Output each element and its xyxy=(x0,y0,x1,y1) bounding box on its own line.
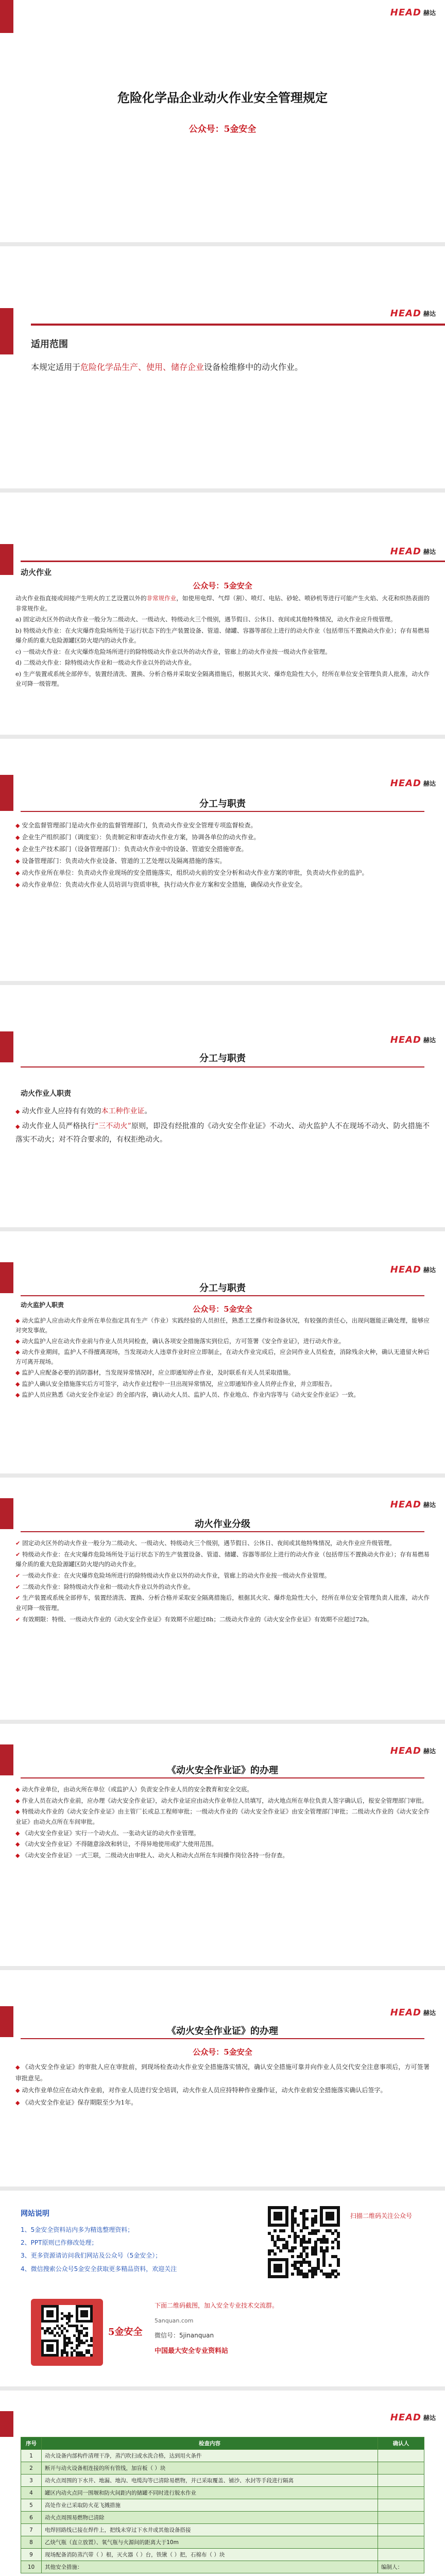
section-heading: 动火作业分级 xyxy=(195,1519,250,1530)
list-item: ◆ 《动火安全作业证》实行一个动火点、一张动火证的动火作业管理。 xyxy=(15,1828,430,1839)
duties-list xyxy=(15,820,430,891)
table-cell: 10 xyxy=(21,2561,42,2573)
promo-panel xyxy=(0,2191,445,2386)
promo-slogan: 中国最大安全专业资料站 xyxy=(155,2347,229,2355)
qr-code xyxy=(268,2206,340,2278)
slide-checklist xyxy=(0,2391,445,2576)
table-cell: 现场配备消防蒸汽带（ ）根，灭火器（ ）台，铁锹（ ）把，石棉布（ ）块 xyxy=(42,2549,378,2561)
list-item: ◆ 作业人员在动火作业前，应办理《动火安全作业证》，动火作业证应由动火作业单位人员填写，动火地点所在单位负责人签字确认后，报安全管理部门审批。 xyxy=(15,1796,430,1806)
list-item: ◆ 特级动火作业的《动火安全作业证》由主管厂长或总工程师审批；一级动火作业的《动火安全作业证》由安全管理部门审批；二级动火作业的《动火安全作业证》由动火点所在车间审批。 xyxy=(15,1807,430,1827)
table-row xyxy=(21,2499,424,2512)
table-header-row: 序号 检查内容 确认人 xyxy=(21,2437,424,2450)
logo: HEAD 赫达 xyxy=(390,1264,436,1275)
list-item: ◆ 《动火安全作业证》的审批人应在审批前，到现场检查动火作业安全措施落实情况，确认安全措施可靠并向作业人员交代安全注意事项后，方可签署审批意见。 xyxy=(15,2062,430,2084)
divider xyxy=(21,1777,424,1778)
table-cell: 高处作业已采取防火花飞溅措施 xyxy=(42,2499,378,2512)
sub-heading: 动火监护人职责 xyxy=(21,1301,64,1309)
promo-banner xyxy=(31,2299,103,2366)
list-item: ◆ 企业生产组织部门（调度室）：负责制定和审查动火作业方案，协调各单位的动火作业。 xyxy=(15,832,430,843)
table-cell xyxy=(378,2475,424,2487)
table-cell: 动火设备内部构件清理干净，蒸汽吹扫或水洗合格，达到用火条件 xyxy=(42,2450,378,2462)
table-cell xyxy=(378,2462,424,2475)
promo-site: 5anquan.com xyxy=(155,2317,194,2324)
logo: HEAD 赫达 xyxy=(390,2007,436,2018)
gzh-label: 公众号：5金安全 xyxy=(189,124,256,134)
table-row xyxy=(21,2487,424,2499)
table-cell xyxy=(378,2499,424,2512)
divider xyxy=(21,811,424,812)
logo: HEAD 赫达 xyxy=(390,778,436,789)
permit-list-2 xyxy=(15,2062,430,2109)
table-cell: 其他安全措施： xyxy=(42,2561,378,2573)
section-heading: 分工与职责 xyxy=(199,799,246,809)
logo: HEAD 赫达 xyxy=(390,1745,436,1756)
list-item: ◆ 监护人应配备必要的消防器材，当发现异常情况时，应立即通知停止作业，及时联系有关人员采取措施。 xyxy=(15,1368,430,1378)
logo: HEAD 赫达 xyxy=(390,308,436,319)
table-row xyxy=(21,2475,424,2487)
list-item: ◆ 动火作业人员严格执行“三不动火”原则，即没有经批准的《动火安全作业证》不动火、动火监护人不在现场不动火、防火措施不落实不动火；对不符合要求的，有权拒绝动火。 xyxy=(15,1120,430,1147)
table-row xyxy=(21,2536,424,2549)
corner-accent xyxy=(0,2411,13,2437)
divider xyxy=(21,1066,424,1067)
table-cell: 9 xyxy=(21,2549,42,2561)
checklist-table xyxy=(21,2437,424,2573)
slide-grading xyxy=(0,1478,445,1720)
table-cell xyxy=(378,2536,424,2549)
section-heading: 适用范围 xyxy=(31,339,68,350)
table-cell: 乙炔气瓶（直立放置）、氧气瓶与火源间的距离大于10m xyxy=(42,2536,378,2549)
section-heading: 《动火安全作业证》的办理 xyxy=(167,1765,278,1776)
gzh-label: 公众号：5金安全 xyxy=(193,581,252,590)
table-cell: 动火点周围的下水井、地漏、地沟、电缆沟等已清除易燃物，并已采取覆盖、铺沙、水封等手段进行隔离 xyxy=(42,2475,378,2487)
table-row xyxy=(21,2512,424,2524)
section-heading: 分工与职责 xyxy=(199,1053,246,1064)
table-row xyxy=(21,2549,424,2561)
slide-title xyxy=(0,0,445,242)
list-item: ✔ 固定动火区外的动火作业一般分为二级动火、一级动火、特级动火三个级别，遇节假日、公休日、夜间或其他特殊情况，动火作业应升级管理。 xyxy=(15,1538,430,1549)
list-item: ◆ 动火作业单位：负责动火作业人员培训与资质审核，执行动火作业方案和安全措施，确保动火作业安全。 xyxy=(15,879,430,890)
promo-lines: 1、5金安全资料站内多为精选整理资料； 2、PPT原则已作修改处理； 3、更多资源请访问我们网站及公众号（5金安全）； 4、微信搜索公众号5金安全获取更多精品资料，欢迎关注 xyxy=(21,2226,177,2273)
promo-wx-line: 下面二维码截图，加入安全专业技术交流群。 xyxy=(155,2302,279,2309)
list-item: ◆ 《动火安全作业证》保存期限至少为1年。 xyxy=(15,2097,430,2109)
slide-permit-1 xyxy=(0,1724,445,1966)
table-cell: 电焊回路线已接在焊件上，把线未穿过下水井或其他设备搭接 xyxy=(42,2524,378,2536)
table-cell: 6 xyxy=(21,2512,42,2524)
section-heading: 分工与职责 xyxy=(199,1283,246,1294)
divider xyxy=(21,1295,424,1296)
list-item: ✔ 特级动火作业：在火灾爆炸危险场所处于运行状态下的生产装置设备、管道、储罐、容器等部位上进行的动火作业（包括带压不置换动火作业）；存有易燃易爆介质的重大危险源罐区防火堤内的动火作业。 xyxy=(15,1550,430,1570)
list-item: ◆ 设备管理部门：负责动火作业设备、管道的工艺处理以及隔离措施的落实。 xyxy=(15,856,430,867)
table-cell: 2 xyxy=(21,2462,42,2475)
table-row xyxy=(21,2561,424,2573)
list-item: ◆ 动火作业单位，由动火所在单位（或监护人）负责安全作业人员的安全教育和安全交底。 xyxy=(15,1785,430,1795)
list-item: ◆ 动火监护人应在动火作业前与作业人员共同检查，确认各项安全措施落实到位后，方可签署《安全作业证》，进行动火作业。 xyxy=(15,1336,430,1346)
divider xyxy=(21,2038,424,2039)
main-title: 危险化学品企业动火作业安全管理规定 xyxy=(117,90,328,105)
table-cell: 7 xyxy=(21,2524,42,2536)
logo: HEAD 赫达 xyxy=(390,7,436,18)
slide-permit-2 xyxy=(0,1970,445,2187)
qr-caption: 扫描二维码关注公众号 xyxy=(350,2212,413,2219)
gzh-label: 公众号：5金安全 xyxy=(193,2047,252,2057)
list-item: ◆ 《动火安全作业证》不得随意涂改和转让，不得异地使用或扩大使用范围。 xyxy=(15,1839,430,1850)
list-item: ◆ 动火作业所在单位：负责动火作业现场的安全措施落实，组织动火前的安全分析和动火作业方案的审批，负责动火作业的监护。 xyxy=(15,868,430,878)
slide-scope xyxy=(0,246,445,488)
operator-duties xyxy=(15,1105,430,1148)
table-cell xyxy=(378,2487,424,2499)
slide-duties-2 xyxy=(0,985,445,1227)
table-cell xyxy=(378,2549,424,2561)
list-item: ◆ 动火作业期间，监护人不得擅离现场，当发现动火人违章作业时应立即制止，在动火作业完成后，应会同作业人员检查，消除残余火种，确认无遗留火种后方可离开现场。 xyxy=(15,1347,430,1367)
list-item: ◆ 动火作业人应持有有效的本工种作业证。 xyxy=(15,1105,430,1118)
table-row xyxy=(21,2524,424,2536)
divider xyxy=(21,1531,424,1532)
logo: HEAD 赫达 xyxy=(390,1499,436,1510)
logo: HEAD 赫达 xyxy=(390,546,436,557)
table-row xyxy=(21,2450,424,2462)
table-cell xyxy=(378,2524,424,2536)
divider xyxy=(21,561,445,562)
gzh-label: 公众号：5金安全 xyxy=(193,1304,252,1314)
logo: HEAD 赫达 xyxy=(390,1035,436,1045)
list-item: ◆ 动火作业单位应在动火作业前，对作业人员进行安全培训，动火作业人员应持特种作业操作证，动火作业前安全措施落实确认后签字。 xyxy=(15,2085,430,2096)
list-item: ✔ 有效期限：特级、一级动火作业的《动火安全作业证》有效期不应超过8h；二级动火作业的《动火安全作业证》有效期不应超过72h。 xyxy=(15,1615,430,1625)
list-item: ◆ 《动火安全作业证》一式三联，二级动火由审批人、动火人和动火点所在车间操作岗位各持一份存查。 xyxy=(15,1851,430,1861)
table-cell: 5 xyxy=(21,2499,42,2512)
scope-text: 本规定适用于危险化学品生产、使用、储存企业设备检维修中的动火作业。 xyxy=(31,362,303,372)
section-heading: 动火作业 xyxy=(21,568,52,577)
hot-work-body: 动火作业指直接或间接产生明火的工艺设置以外的非常规作业，如使用电焊、气焊（割）、喷灯、电钻、砂轮、喷砂机等进行可能产生火焰、火花和炽热表面的非常规作业。 a) 固定动火区外的动火作业一般分为二级动火、一级动火、特级动火三个级别，遇节假日、公休日、夜间或其他特殊情况，动火作业应升级管理。 b) 特级动火作业：在火灾爆炸危险场所处于运行状态下的生产装置设备、管道、储罐、容器等部位上进行的动火作业（包括带压不置换动火作业）；存有易燃易爆介质的重大危险源罐区防火堤内的动火作业。 c) 一级动火作业：在火灾爆炸危险场所进行的除特级动火作业以外的动火作业，管廊上的动火作业按一级动火作业管理。 d) 二级动火作业：除特级动火作业和一级动火作业以外的动火作业。 e) 生产装置或系统全部停车，装置经清洗、置换、分析合格并采取安全隔离措施后，根据其火灾、爆炸危险性大小，经所在单位安全管理负责人批准，动火作业可降一级管理。 xyxy=(15,595,430,688)
table-cell: 动火点周围易燃物已清除 xyxy=(42,2512,378,2524)
logo: HEAD 赫达 xyxy=(390,2412,436,2423)
corner-accent xyxy=(0,308,13,354)
table-cell: 1 xyxy=(21,2450,42,2462)
corner-accent xyxy=(0,0,13,33)
permit-list xyxy=(15,1785,430,1862)
table-cell: 8 xyxy=(21,2536,42,2549)
table-cell: 编制人： xyxy=(378,2561,424,2573)
qr-code xyxy=(41,2305,93,2357)
monitor-duties xyxy=(15,1316,430,1401)
promo-title: 网站说明 xyxy=(21,2210,49,2218)
table-row xyxy=(21,2462,424,2475)
checklist-table-wrap xyxy=(21,2437,424,2576)
slide-hot-work xyxy=(0,493,445,735)
list-item: ✔ 生产装置或系统全部停车，装置经清洗、置换、分析合格并采取安全隔离措施后，根据其火灾、爆炸危险性大小，经所在单位安全管理负责人批准，动火作业可降一级管理。 xyxy=(15,1593,430,1613)
table-cell xyxy=(378,2450,424,2462)
slide-duties-1 xyxy=(0,739,445,981)
table-cell: 断开与动火设备相连接的所有管线，加盲板（ ）块 xyxy=(42,2462,378,2475)
table-cell: 3 xyxy=(21,2475,42,2487)
list-item: ✔ 一级动火作业：在火灾爆炸危险场所进行的除特级动火作业以外的动火作业，管廊上的动火作业按一级动火作业管理。 xyxy=(15,1571,430,1581)
list-item: ◆ 监护人确认安全措施落实后方可签字，动火作业过程中一旦出现异常情况，应立即通知作业人员停止作业，并立即报告。 xyxy=(15,1379,430,1389)
table-cell: 罐区内动火点同一围堰和防火间距内的储罐不同时进行脱水作业 xyxy=(42,2487,378,2499)
slide-duties-3 xyxy=(0,1231,445,1473)
list-item: ◆ 企业生产技术部门（设备管理部门）：负责动火作业中的设备、管道安全措施审查。 xyxy=(15,844,430,855)
grading-list xyxy=(15,1538,430,1625)
table-cell: 4 xyxy=(21,2487,42,2499)
promo-wx-id: 微信号：5jinanquan xyxy=(155,2332,214,2339)
section-heading: 《动火安全作业证》的办理 xyxy=(167,2026,278,2037)
divider xyxy=(31,324,445,326)
list-item: ✔ 二级动火作业：除特级动火作业和一级动火作业以外的动火作业。 xyxy=(15,1582,430,1592)
promo-tag: 5金安全 xyxy=(108,2327,143,2337)
table-cell xyxy=(378,2512,424,2524)
sub-heading: 动火作业人职责 xyxy=(21,1090,71,1098)
list-item: ◆ 动火监护人应由动火作业所在单位指定具有生产（作业）实践经验的人员担任，熟悉工艺操作和设备状况，有较强的责任心，出现问题能正确处理，能够应对突发事故。 xyxy=(15,1316,430,1335)
list-item: ◆ 监护人员应熟悉《动火安全作业证》的全部内容，确认动火人员、监护人员、作业地点、作业内容等与《动火安全作业证》一致。 xyxy=(15,1390,430,1400)
list-item: ◆ 安全监督管理部门是动火作业的监督管理部门，负责动火作业安全管理专项监督检查。 xyxy=(15,820,430,831)
corner-accent xyxy=(0,544,13,575)
